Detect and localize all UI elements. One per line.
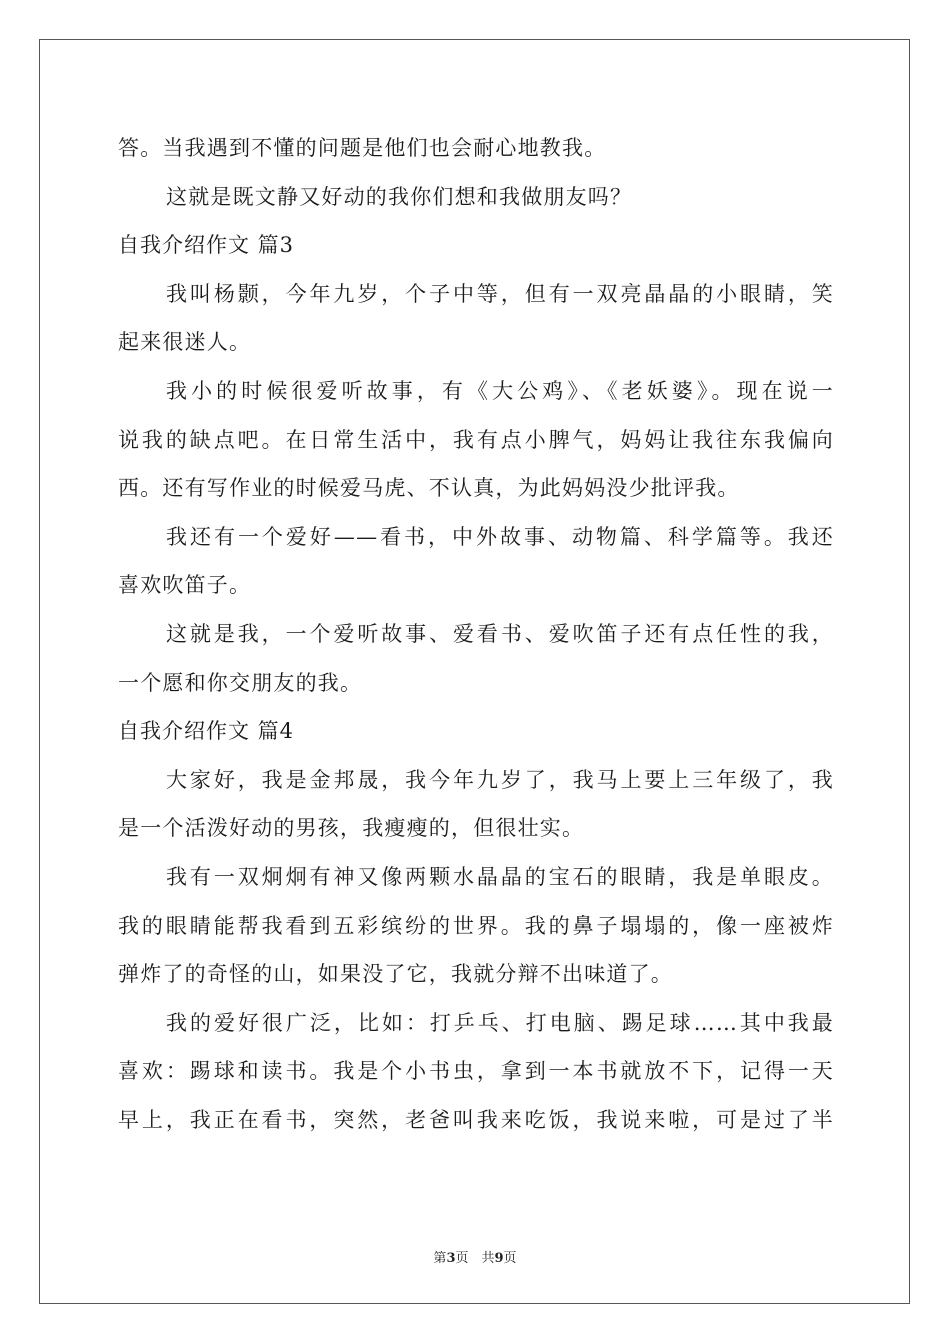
text-line: 起来很迷人。 <box>118 330 252 355</box>
document-body <box>118 124 834 1144</box>
text-line: 这就是既文静又好动的我你们想和我做朋友吗？ <box>166 184 633 209</box>
text-line: 喜欢：踢球和读书。我是个小书虫，拿到一本书就放不下，记得一天 <box>118 1059 834 1084</box>
text-line: 早上，我正在看书，突然，老爸叫我来吃饭，我说来啦，可是过了半 <box>118 1107 834 1132</box>
text-line: 是一个活泼好动的男孩，我瘦瘦的，但很壮实。 <box>118 816 585 841</box>
section-heading: 自我介绍作文 篇3 <box>118 233 295 258</box>
text-line: 我的爱好很广泛，比如：打乒乓、打电脑、踢足球……其中我最 <box>166 1010 834 1035</box>
text-line: 我叫杨颢，今年九岁，个子中等，但有一双亮晶晶的小眼睛，笑 <box>166 281 834 306</box>
footer-prefix: 第 <box>433 1251 447 1266</box>
text-line: 一个愿和你交朋友的我。 <box>118 670 363 695</box>
text-line: 我有一双炯炯有神又像两颗水晶晶的宝石的眼睛，我是单眼皮。 <box>166 864 834 889</box>
footer-suffix: 页 <box>503 1251 517 1266</box>
text-line: 我还有一个爱好——看书，中外故事、动物篇、科学篇等。我还 <box>166 524 834 549</box>
text-line: 说我的缺点吧。在日常生活中，我有点小脾气，妈妈让我往东我偏向 <box>118 427 834 452</box>
page-footer <box>0 1247 950 1266</box>
section-heading: 自我介绍作文 篇4 <box>118 719 295 744</box>
footer-mid: 页 共 <box>455 1251 495 1266</box>
text-line: 我的眼睛能帮我看到五彩缤纷的世界。我的鼻子塌塌的，像一座被炸 <box>118 913 834 938</box>
text-line: 弹炸了的奇怪的山，如果没了它，我就分辩不出味道了。 <box>118 962 673 987</box>
text-line: 喜欢吹笛子。 <box>118 573 252 598</box>
text-line: 这就是我，一个爱听故事、爱看书、爱吹笛子还有点任性的我， <box>166 621 834 646</box>
text-line: 大家好，我是金邦晟，我今年九岁了，我马上要上三年级了，我 <box>166 767 834 792</box>
text-line: 西。还有写作业的时候爱马虎、不认真，为此妈妈没少批评我。 <box>118 476 740 501</box>
text-line: 我小的时候很爱听故事，有《大公鸡》、《老妖婆》。现在说一 <box>166 378 834 403</box>
footer-total-pages: 9 <box>494 1251 504 1266</box>
text-line: 答。当我遇到不懂的问题是他们也会耐心地教我。 <box>118 136 607 160</box>
footer-page-number: 3 <box>446 1251 456 1266</box>
